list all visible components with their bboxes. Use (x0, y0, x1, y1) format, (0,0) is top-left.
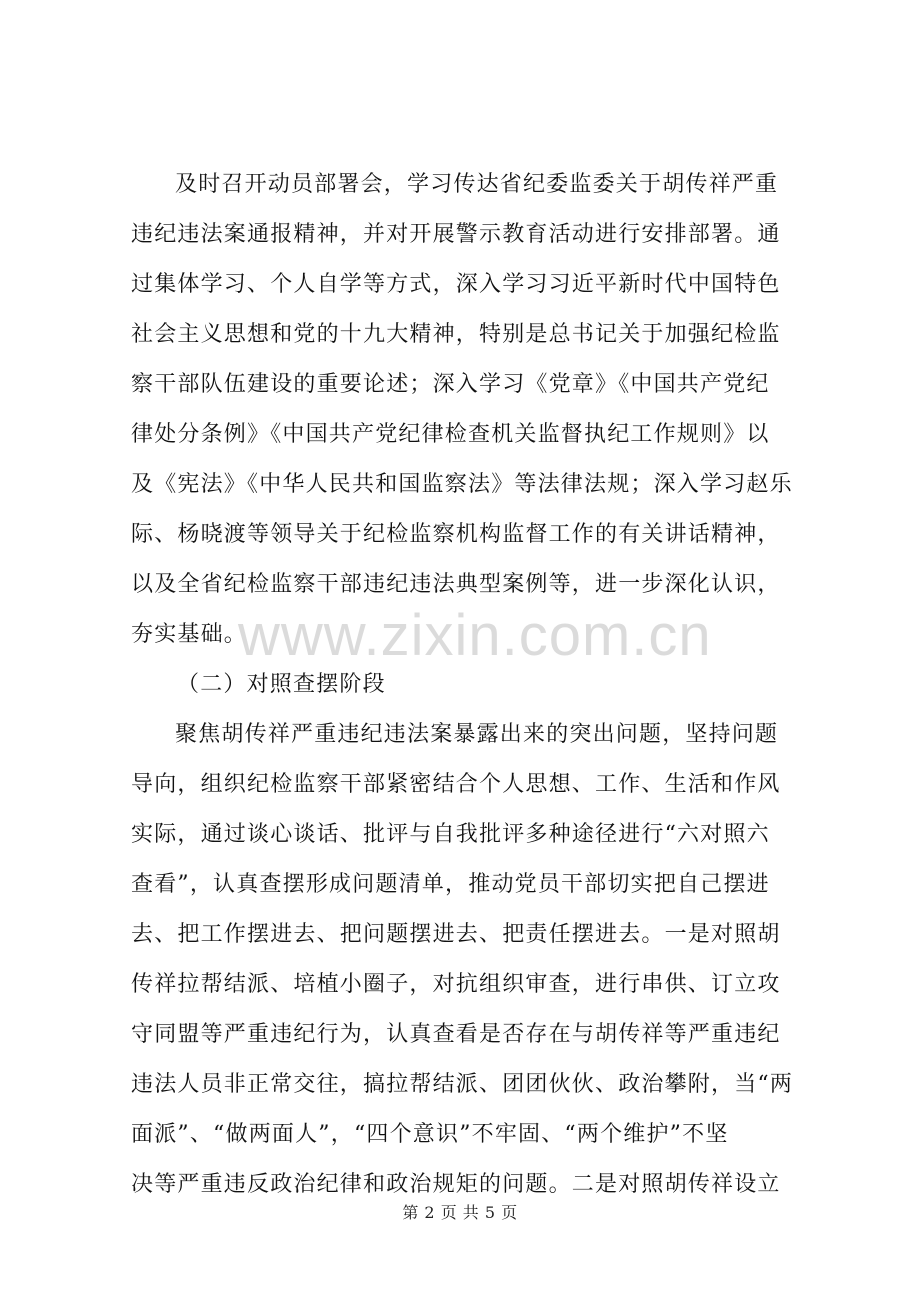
watermark: www.zixin.com.cn (238, 603, 712, 668)
paragraph-line: 夯实基础。 (131, 622, 248, 647)
paragraph-line: 违法人员非正常交往，搞拉帮结派、团团伙伙、政治攀附，当“两 (131, 1072, 794, 1097)
paragraph-line: 去、把工作摆进去、把问题摆进去、把责任摆进去。一是对照胡 (131, 922, 781, 947)
paragraph-line: 及时召开动员部署会，学习传达省纪委监委关于胡传祥严重 (175, 172, 779, 197)
paragraph-line: 传祥拉帮结派、培植小圈子，对抗组织审查，进行串供、订立攻 (131, 972, 781, 997)
paragraph-line: 际、杨晓渡等领导关于纪检监察机构监督工作的有关讲话精神， (131, 522, 781, 547)
paragraph-line: 律处分条例》《中国共产党纪律检查机关监督执纪工作规则》以 (131, 422, 770, 447)
paragraph-line: 聚焦胡传祥严重违纪违法案暴露出来的突出问题，坚持问题 (175, 722, 779, 747)
paragraph-line: 违纪违法案通报精神，并对开展警示教育活动进行安排部署。通 (131, 222, 781, 247)
paragraph-line: 实际，通过谈心谈话、批评与自我批评多种途径进行“六对照六 (131, 822, 770, 847)
paragraph-line: 社会主义思想和党的十九大精神，特别是总书记关于加强纪检监 (131, 322, 781, 347)
paragraph-line: 导向，组织纪检监察干部紧密结合个人思想、工作、生活和作风 (131, 772, 781, 797)
paragraph-line: 以及全省纪检监察干部违纪违法典型案例等，进一步深化认识， (131, 572, 781, 597)
document-body (131, 160, 811, 1210)
section-heading: （二）对照查摆阶段 (177, 672, 386, 697)
paragraph-line: 过集体学习、个人自学等方式，深入学习习近平新时代中国特色 (131, 272, 781, 297)
page-footer: 第 2 页 共 5 页 (402, 1203, 518, 1222)
paragraph-line: 察干部队伍建设的重要论述；深入学习《党章》《中国共产党纪 (131, 372, 770, 397)
paragraph-line: 守同盟等严重违纪行为，认真查看是否存在与胡传祥等严重违纪 (131, 1022, 781, 1047)
paragraph-line: 决等严重违反政治纪律和政治规矩的问题。二是对照胡传祥设立 (131, 1172, 781, 1197)
paragraph-line: 面派”、“做两面人”，“四个意识”不牢固、“两个维护”不坚 (131, 1122, 729, 1147)
paragraph-line: 及《宪法》《中华人民共和国监察法》等法律法规；深入学习赵乐 (131, 472, 793, 497)
paragraph-line: 查看”，认真查摆形成问题清单，推动党员干部切实把自己摆进 (131, 872, 770, 897)
